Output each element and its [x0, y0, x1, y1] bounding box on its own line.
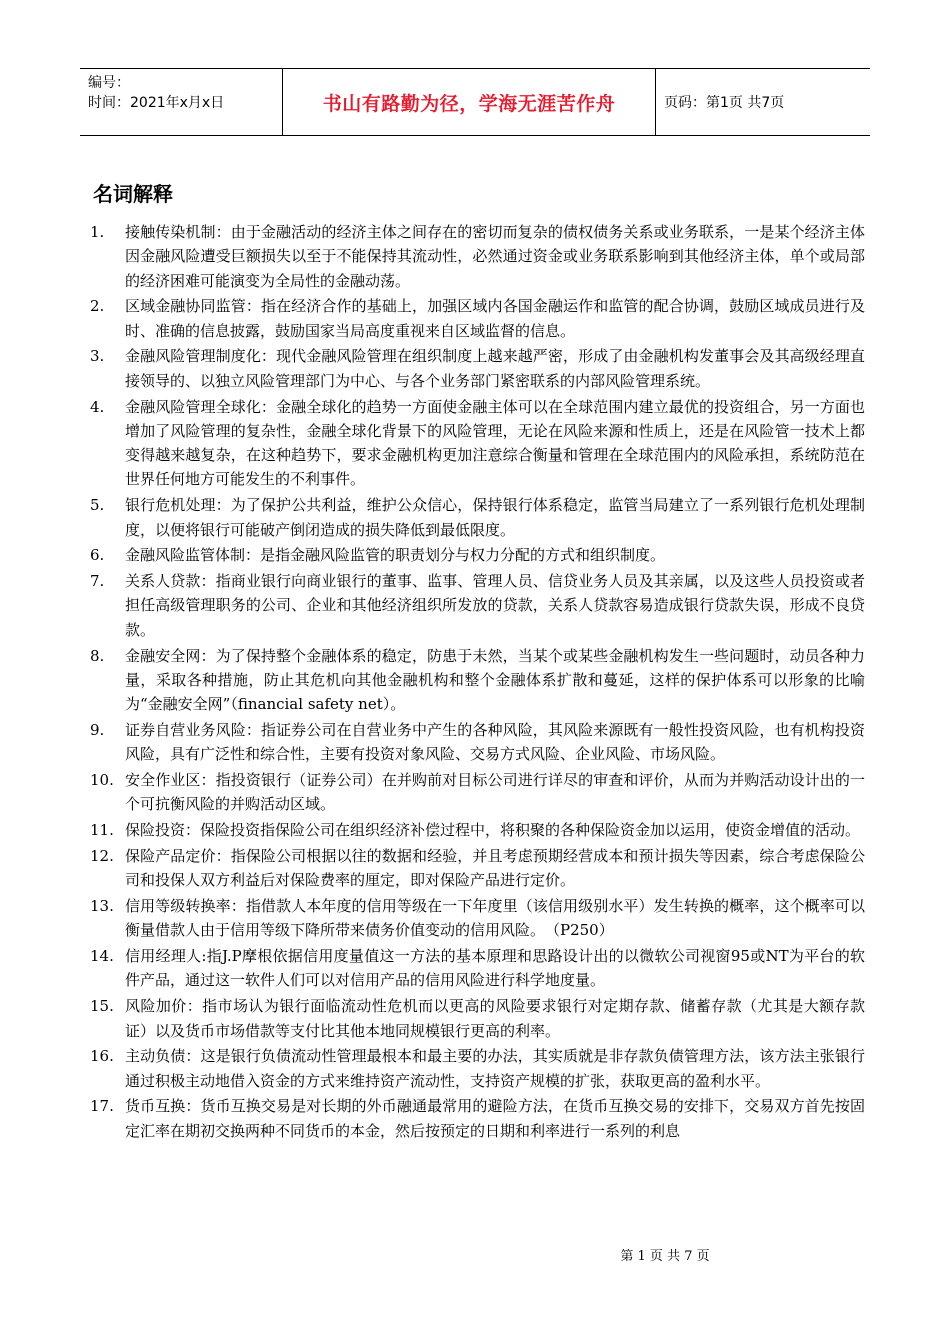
- item-number: 2.: [90, 297, 105, 316]
- item-number: 8.: [90, 646, 105, 665]
- item-text: 货币互换：货币互换交易是对长期的外币融通最常用的避险方法，在货币互换交易的安排下，交易双方首先按固定汇率在期初交换两种不同货币的本金，然后按预定的日期和利率进行一系列的利息: [125, 1097, 865, 1140]
- item-text: 关系人贷款：指商业银行向商业银行的董事、监事、管理人员、信贷业务人员及其亲属，以及这些人员投资或者担任高级管理职务的公司、企业和其他经济组织所发放的贷款，关系人贷款容易造成银行贷款失误，形成不良贷款。: [125, 572, 865, 639]
- item-text: 风险加价：指市场认为银行面临流动性危机而以更高的风险要求银行对定期存款、储蓄存款（尤其是大额存款证）以及货币市场借款等支付比其他本地同规模银行更高的利率。: [125, 997, 865, 1040]
- item-number: 12.: [90, 846, 114, 865]
- list-item: [90, 493, 870, 542]
- item-text: 安全作业区：指投资银行（证券公司）在并购前对目标公司进行详尽的审查和评价，从而为并购活动设计出的一个可抗衡风险的并购活动区域。: [125, 771, 865, 814]
- item-number: 7.: [90, 572, 105, 591]
- term-list: [90, 220, 870, 1144]
- list-item: [90, 718, 870, 767]
- item-number: 1.: [90, 223, 105, 241]
- list-item: [90, 644, 870, 717]
- item-text: 证券自营业务风险：指证券公司在自营业务中产生的各种风险，其风险来源既有一般性投资风险，也有机构投资风险，具有广泛性和综合性，主要有投资对象风险、交易方式风险、企业风险、市场风险。: [125, 720, 865, 764]
- header-meta: [80, 69, 283, 135]
- item-number: 6.: [90, 546, 105, 565]
- item-text: 金融风险管理制度化：现代金融风险管理在组织制度上越来越严密，形成了由金融机构发董事会及其高级经理直接领导的、以独立风险管理部门为中心、与各个业务部门紧密联系的内部风险管理系统。: [125, 347, 865, 390]
- item-text: 主动负债：这是银行负债流动性管理最根本和最主要的办法，其实质就是非存款负债管理方法，该方法主张银行通过积极主动地借入资金的方式来维持资产流动性，支持资产规模的扩张，获取更高的盈利水平。: [125, 1047, 865, 1090]
- item-number: 3.: [90, 347, 105, 366]
- list-item: [90, 220, 870, 293]
- item-text: 区域金融协同监管：指在经济合作的基础上，加强区域内各国金融运作和监管的配合协调，鼓励区域成员进行及时、准确的信息披露，鼓励国家当局高度重视来自区域监督的信息。: [125, 297, 865, 340]
- list-item: [90, 569, 870, 642]
- section-title: 名词解释: [93, 182, 173, 206]
- item-number: 4.: [90, 397, 105, 416]
- list-item: [90, 1044, 870, 1093]
- item-text: 金融安全网：为了保持整个金融体系的稳定，防患于未然，当某个或某些金融机构发生一些问题时，动员各种力量，采取各种措施，防止其危机向其他金融机构和整个金融体系扩散和蔓延，这样的保护体系可以形象的比喻为“金融安全网”（financial safety net）。: [125, 646, 865, 714]
- list-item: [90, 994, 870, 1043]
- item-text: 接触传染机制：由于金融活动的经济主体之间存在的密切而复杂的债权债务关系或业务联系，一是某个经济主体因金融风险遭受巨额损失以至于不能保持其流动性，必然通过资金或业务联系影响到其他经济主体，单个或局部的经济困难可能演变为全局性的金融动荡。: [125, 223, 865, 290]
- document-number: 编号：: [88, 75, 130, 91]
- item-number: 16.: [90, 1047, 114, 1066]
- page-header: [80, 68, 870, 136]
- list-item: [90, 818, 870, 842]
- list-item: [90, 294, 870, 343]
- header-page-info: 页码：第1页 共7页: [664, 95, 785, 111]
- list-item: [90, 844, 870, 893]
- item-text: 银行危机处理：为了保护公共利益，维护公众信心，保持银行体系稳定，监管当局建立了一系列银行危机处理制度，以便将银行可能破产倒闭造成的损失降低到最低限度。: [125, 496, 865, 539]
- list-item: [90, 944, 870, 993]
- page-footer: 第 1 页 共 7 页: [620, 1249, 710, 1264]
- item-text: 金融风险管理全球化：金融全球化的趋势一方面使金融主体可以在全球范围内建立最优的投资组合，另一方面也增加了风险管理的复杂性，金融全球化背景下的风险管理，无论在风险来源和性质上，还是在风险管一技术上都变得越来越复杂，在这种趋势下，要求金融机构更加注意综合衡量和管理在全球范围内的风险承担，系统防范在世界任何地方可能发生的不利事件。: [125, 397, 865, 489]
- header-motto: 书山有路勤为径，学海无涯苦作舟: [283, 69, 656, 135]
- item-number: 10.: [90, 771, 114, 790]
- item-number: 15.: [90, 997, 114, 1016]
- document-date: 时间：2021年x月x日: [88, 95, 225, 111]
- list-item: [90, 1094, 870, 1143]
- list-item: [90, 768, 870, 817]
- list-item: [90, 344, 870, 393]
- item-number: 5.: [90, 496, 105, 515]
- item-number: 9.: [90, 720, 105, 739]
- item-text: 金融风险监管体制：是指金融风险监管的职责划分与权力分配的方式和组织制度。: [125, 546, 666, 565]
- item-number: 11.: [90, 821, 114, 840]
- list-item: [90, 543, 870, 567]
- item-number: 13.: [90, 897, 114, 916]
- item-text: 保险投资：保险投资指保险公司在组织经济补偿过程中，将积聚的各种保险资金加以运用，使资金增值的活动。: [125, 821, 861, 840]
- item-number: 14.: [90, 947, 114, 966]
- item-text: 信用等级转换率：指借款人本年度的信用等级在一下年度里（该信用级别水平）发生转换的概率，这个概率可以衡量借款人由于信用等级下降所带来债务价值变动的信用风险。 （P250）: [125, 897, 865, 940]
- item-text: 信用经理人:指J.P摩根依据信用度量值这一方法的基本原理和思路设计出的以微软公司视窗95或NT为平台的软件产品，通过这一软件人们可以对信用产品的信用风险进行科学地度量。: [125, 947, 865, 990]
- item-number: 17.: [90, 1097, 114, 1116]
- list-item: [90, 395, 870, 492]
- list-item: [90, 894, 870, 943]
- item-text: 保险产品定价：指保险公司根据以往的数据和经验，并且考虑预期经营成本和预计损失等因素，综合考虑保险公司和投保人双方利益后对保险费率的厘定，即对保险产品进行定价。: [125, 846, 865, 890]
